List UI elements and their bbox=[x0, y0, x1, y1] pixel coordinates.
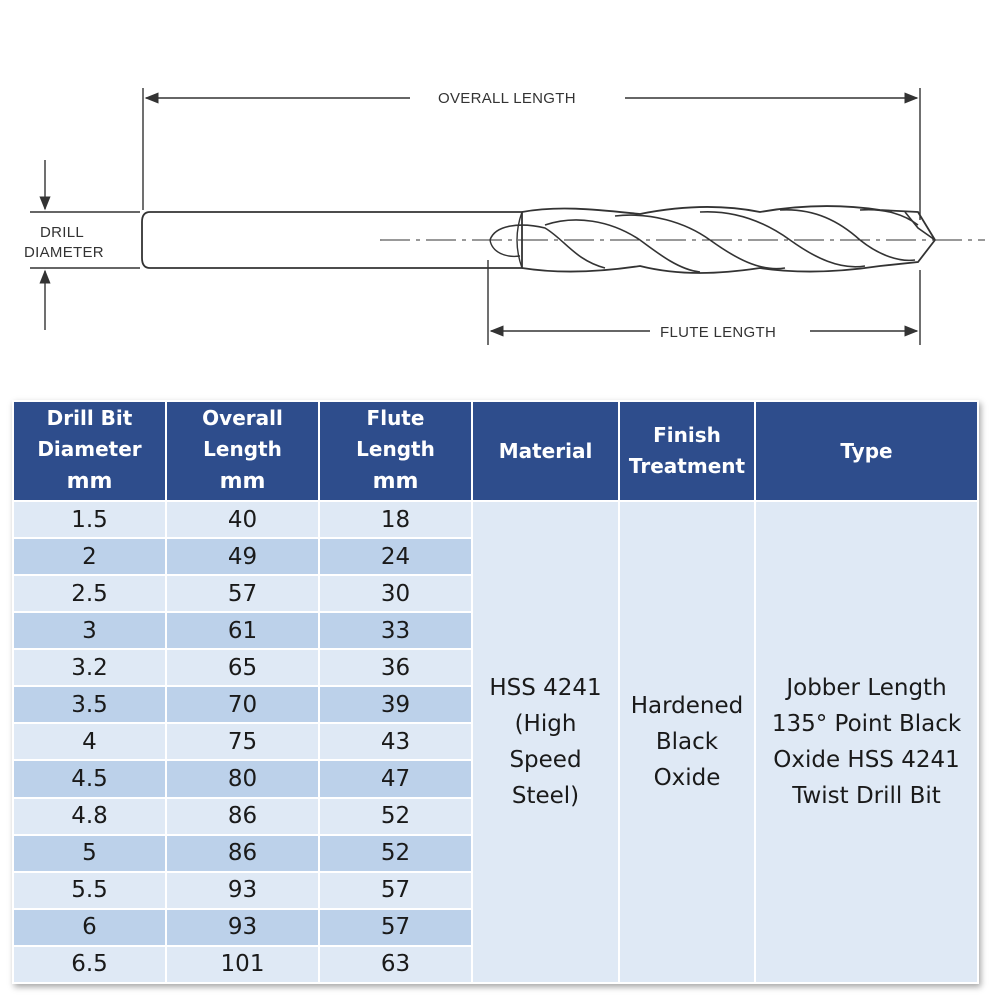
header-type: Type bbox=[755, 401, 978, 501]
cell-diameter: 5.5 bbox=[13, 872, 166, 909]
header-material: Material bbox=[472, 401, 619, 501]
header-finish-treatment: Finish Treatment bbox=[619, 401, 755, 501]
header-overall-length: Overall Length mm bbox=[166, 401, 319, 501]
cell-diameter: 6.5 bbox=[13, 946, 166, 983]
cell-flute: 57 bbox=[319, 872, 472, 909]
cell-diameter: 4.8 bbox=[13, 798, 166, 835]
cell-overall: 75 bbox=[166, 723, 319, 760]
cell-diameter: 1.5 bbox=[13, 501, 166, 538]
drill-bit-diagram bbox=[0, 0, 1000, 380]
cell-flute: 63 bbox=[319, 946, 472, 983]
flute-twist-1 bbox=[490, 225, 605, 268]
overall-length-label: OVERALL LENGTH bbox=[438, 90, 576, 107]
cell-overall: 80 bbox=[166, 760, 319, 797]
cell-diameter: 2 bbox=[13, 538, 166, 575]
cell-flute: 57 bbox=[319, 909, 472, 946]
cell-flute: 39 bbox=[319, 686, 472, 723]
cell-flute: 43 bbox=[319, 723, 472, 760]
drill-diameter-label-line1: DRILL bbox=[40, 224, 85, 241]
header-flute-length: Flute Length mm bbox=[319, 401, 472, 501]
cell-flute: 52 bbox=[319, 798, 472, 835]
cell-overall: 93 bbox=[166, 872, 319, 909]
cell-flute: 36 bbox=[319, 649, 472, 686]
cell-overall: 49 bbox=[166, 538, 319, 575]
cell-overall: 40 bbox=[166, 501, 319, 538]
flute-length-label: FLUTE LENGTH bbox=[660, 324, 777, 341]
flute-twist-4 bbox=[700, 212, 865, 267]
cell-flute: 24 bbox=[319, 538, 472, 575]
cell-type: Jobber Length 135° Point Black Oxide HSS 4241 Twist Drill Bit bbox=[755, 501, 978, 983]
cell-material: HSS 4241 (High Speed Steel) bbox=[472, 501, 619, 983]
cell-diameter: 2.5 bbox=[13, 575, 166, 612]
cell-flute: 52 bbox=[319, 835, 472, 872]
cell-flute: 30 bbox=[319, 575, 472, 612]
cell-diameter: 3 bbox=[13, 612, 166, 649]
table-row bbox=[13, 501, 978, 538]
cell-overall: 86 bbox=[166, 835, 319, 872]
cell-flute: 47 bbox=[319, 760, 472, 797]
drill-spec-table bbox=[12, 400, 979, 984]
cell-overall: 57 bbox=[166, 575, 319, 612]
cell-overall: 61 bbox=[166, 612, 319, 649]
cell-overall: 93 bbox=[166, 909, 319, 946]
cell-flute: 18 bbox=[319, 501, 472, 538]
cell-finish-treatment: Hardened Black Oxide bbox=[619, 501, 755, 983]
cell-flute: 33 bbox=[319, 612, 472, 649]
cell-overall: 101 bbox=[166, 946, 319, 983]
cell-diameter: 5 bbox=[13, 835, 166, 872]
cell-diameter: 6 bbox=[13, 909, 166, 946]
header-diameter: Drill Bit Diameter mm bbox=[13, 401, 166, 501]
drill-diameter-label-line2: DIAMETER bbox=[24, 244, 104, 261]
flute-twist-5 bbox=[780, 210, 915, 261]
cell-diameter: 4 bbox=[13, 723, 166, 760]
cell-overall: 86 bbox=[166, 798, 319, 835]
cell-diameter: 3.5 bbox=[13, 686, 166, 723]
cell-diameter: 3.2 bbox=[13, 649, 166, 686]
cell-overall: 65 bbox=[166, 649, 319, 686]
cell-diameter: 4.5 bbox=[13, 760, 166, 797]
cell-overall: 70 bbox=[166, 686, 319, 723]
